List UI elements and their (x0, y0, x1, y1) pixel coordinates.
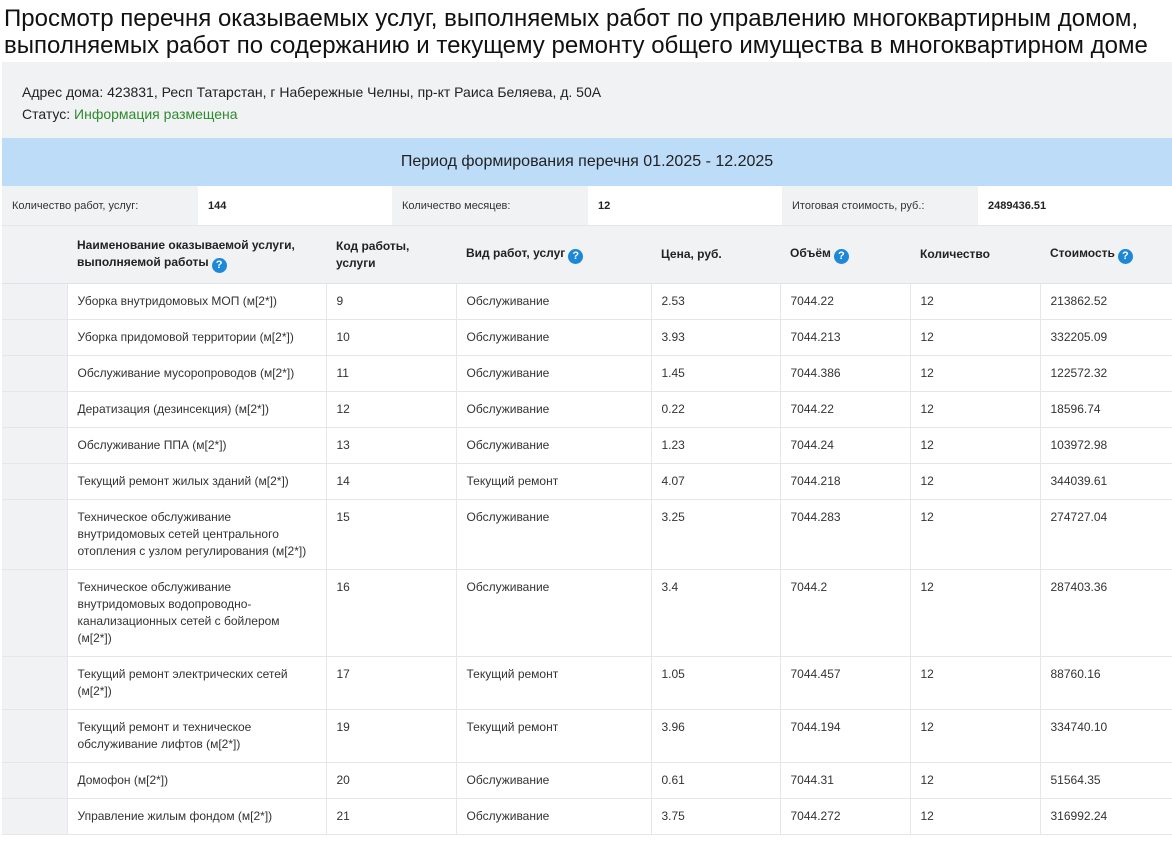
cell-cost: 103972.98 (1040, 428, 1172, 464)
table-row (2, 320, 1172, 356)
cell-volume: 7044.457 (780, 657, 910, 710)
cell-work-type: Обслуживание (456, 570, 651, 657)
cell-volume: 7044.218 (780, 464, 910, 500)
cell-work-type: Обслуживание (456, 799, 651, 835)
column-header-quantity: Количество (910, 226, 1040, 284)
cell-work-code: 9 (326, 284, 456, 320)
cell-quantity: 12 (910, 392, 1040, 428)
table-row (2, 500, 1172, 570)
row-side-cell (2, 763, 67, 799)
cell-work-code: 20 (326, 763, 456, 799)
row-side-cell (2, 710, 67, 763)
cell-service-name: Домофон (м[2*]) (67, 763, 326, 799)
cell-work-code: 12 (326, 392, 456, 428)
address-value: 423831, Респ Татарстан, г Набережные Челны, пр-кт Раиса Беляева, д. 50А (107, 84, 602, 100)
row-side-cell (2, 392, 67, 428)
cell-price: 1.45 (651, 356, 780, 392)
cell-volume: 7044.213 (780, 320, 910, 356)
cell-volume: 7044.24 (780, 428, 910, 464)
cell-price: 3.96 (651, 710, 780, 763)
table-row (2, 428, 1172, 464)
cell-work-type: Обслуживание (456, 356, 651, 392)
help-icon[interactable]: ? (212, 258, 227, 273)
address-label: Адрес дома: (22, 84, 104, 100)
cell-work-code: 15 (326, 500, 456, 570)
row-side-cell (2, 320, 67, 356)
cell-cost: 274727.04 (1040, 500, 1172, 570)
cell-price: 0.61 (651, 763, 780, 799)
cell-cost: 332205.09 (1040, 320, 1172, 356)
table-row (2, 284, 1172, 320)
cell-quantity: 12 (910, 799, 1040, 835)
address-line (22, 81, 1152, 103)
table-row (2, 464, 1172, 500)
cell-volume: 7044.386 (780, 356, 910, 392)
cell-work-code: 11 (326, 356, 456, 392)
cell-work-code: 13 (326, 428, 456, 464)
cell-work-type: Текущий ремонт (456, 464, 651, 500)
status-label: Статус: (22, 106, 71, 122)
cell-price: 0.22 (651, 392, 780, 428)
status-value: Информация размещена (74, 106, 238, 122)
cell-service-name: Обслуживание ППА (м[2*]) (67, 428, 326, 464)
cell-volume: 7044.194 (780, 710, 910, 763)
row-side-cell (2, 500, 67, 570)
page-title (0, 0, 1172, 62)
cell-service-name: Управление жилым фондом (м[2*]) (67, 799, 326, 835)
help-icon[interactable]: ? (568, 249, 583, 264)
cell-service-name: Дератизация (дезинсекция) (м[2*]) (67, 392, 326, 428)
cell-price: 4.07 (651, 464, 780, 500)
months-value: 12 (588, 186, 782, 225)
cell-volume: 7044.31 (780, 763, 910, 799)
cell-volume: 7044.2 (780, 570, 910, 657)
cell-service-name: Уборка внутридомовых МОП (м[2*]) (67, 284, 326, 320)
cell-work-code: 19 (326, 710, 456, 763)
column-header-price: Цена, руб. (651, 226, 780, 284)
cell-service-name: Уборка придомовой территории (м[2*]) (67, 320, 326, 356)
cell-volume: 7044.22 (780, 392, 910, 428)
cell-service-name: Текущий ремонт и техническое обслуживание лифтов (м[2*]) (67, 710, 326, 763)
cell-quantity: 12 (910, 464, 1040, 500)
cell-volume: 7044.22 (780, 284, 910, 320)
cell-quantity: 12 (910, 763, 1040, 799)
column-header-type: Вид работ, услуг ? (456, 226, 651, 284)
services-table (2, 226, 1172, 835)
cell-quantity: 12 (910, 284, 1040, 320)
cell-service-name: Текущий ремонт электрических сетей (м[2*]) (67, 657, 326, 710)
table-row (2, 763, 1172, 799)
cell-quantity: 12 (910, 500, 1040, 570)
row-side-cell (2, 428, 67, 464)
cell-cost: 334740.10 (1040, 710, 1172, 763)
cell-volume: 7044.272 (780, 799, 910, 835)
table-row (2, 392, 1172, 428)
cell-work-type: Обслуживание (456, 320, 651, 356)
column-header-name: Наименование оказываемой услуги, выполняемой работы ? (67, 226, 326, 284)
works-count-label: Количество работ, услуг: (2, 186, 198, 225)
page-title-line1: Просмотр перечня оказываемых услуг, выполняемых работ по управлению многоквартирным домом, (4, 5, 1139, 32)
table-row (2, 570, 1172, 657)
cell-volume: 7044.283 (780, 500, 910, 570)
summary-row (2, 186, 1172, 226)
table-row (2, 710, 1172, 763)
cell-cost: 344039.61 (1040, 464, 1172, 500)
page-title-line2: выполняемых работ по содержанию и текущему ремонту общего имущества в многоквартирном доме (4, 32, 1148, 59)
cell-quantity: 12 (910, 428, 1040, 464)
cell-price: 3.93 (651, 320, 780, 356)
table-row (2, 657, 1172, 710)
cell-work-type: Обслуживание (456, 392, 651, 428)
cell-cost: 88760.16 (1040, 657, 1172, 710)
total-cost-label: Итоговая стоимость, руб.: (782, 186, 978, 225)
cell-service-name: Обслуживание мусоропроводов (м[2*]) (67, 356, 326, 392)
cell-cost: 287403.36 (1040, 570, 1172, 657)
months-label: Количество месяцев: (392, 186, 588, 225)
cell-price: 3.4 (651, 570, 780, 657)
cell-cost: 213862.52 (1040, 284, 1172, 320)
cell-quantity: 12 (910, 320, 1040, 356)
cell-price: 3.25 (651, 500, 780, 570)
row-side-cell (2, 657, 67, 710)
table-header-row (2, 226, 1172, 284)
table-row (2, 356, 1172, 392)
cell-work-type: Обслуживание (456, 428, 651, 464)
cell-service-name: Техническое обслуживание внутридомовых сетей центрального отопления с узлом регулирования (м[2*]) (67, 500, 326, 570)
row-side-cell (2, 570, 67, 657)
cell-cost: 51564.35 (1040, 763, 1172, 799)
cell-work-code: 10 (326, 320, 456, 356)
row-side-cell (2, 799, 67, 835)
period-text: Период формирования перечня 01.2025 - 12.2025 (400, 153, 774, 170)
period-header (2, 138, 1172, 186)
cell-price: 1.23 (651, 428, 780, 464)
cell-price: 3.75 (651, 799, 780, 835)
cell-price: 1.05 (651, 657, 780, 710)
cell-work-type: Обслуживание (456, 763, 651, 799)
table-row (2, 799, 1172, 835)
cell-work-code: 16 (326, 570, 456, 657)
cell-service-name: Техническое обслуживание внутридомовых водопроводно-канализационных сетей с бойлером (м[2*]) (67, 570, 326, 657)
row-side-cell (2, 464, 67, 500)
help-icon[interactable]: ? (1118, 249, 1133, 264)
house-info (2, 62, 1172, 138)
cell-quantity: 12 (910, 710, 1040, 763)
cell-price: 2.53 (651, 284, 780, 320)
cell-quantity: 12 (910, 657, 1040, 710)
column-header-cost: Стоимость ? (1040, 226, 1172, 284)
row-side-cell (2, 356, 67, 392)
column-header-volume: Объём ? (780, 226, 910, 284)
cell-cost: 316992.24 (1040, 799, 1172, 835)
help-icon[interactable]: ? (834, 249, 849, 264)
cell-quantity: 12 (910, 570, 1040, 657)
status-line (22, 103, 1152, 125)
row-side-cell (2, 284, 67, 320)
cell-work-code: 21 (326, 799, 456, 835)
cell-work-type: Текущий ремонт (456, 657, 651, 710)
cell-service-name: Текущий ремонт жилых зданий (м[2*]) (67, 464, 326, 500)
cell-work-type: Текущий ремонт (456, 710, 651, 763)
header-side-cell (2, 226, 67, 284)
cell-work-type: Обслуживание (456, 284, 651, 320)
works-count-value: 144 (198, 186, 392, 225)
cell-work-code: 14 (326, 464, 456, 500)
cell-work-type: Обслуживание (456, 500, 651, 570)
column-header-code: Код работы, услуги (326, 226, 456, 284)
cell-quantity: 12 (910, 356, 1040, 392)
cell-cost: 122572.32 (1040, 356, 1172, 392)
cell-work-code: 17 (326, 657, 456, 710)
total-cost-value: 2489436.51 (978, 186, 1172, 225)
cell-cost: 18596.74 (1040, 392, 1172, 428)
